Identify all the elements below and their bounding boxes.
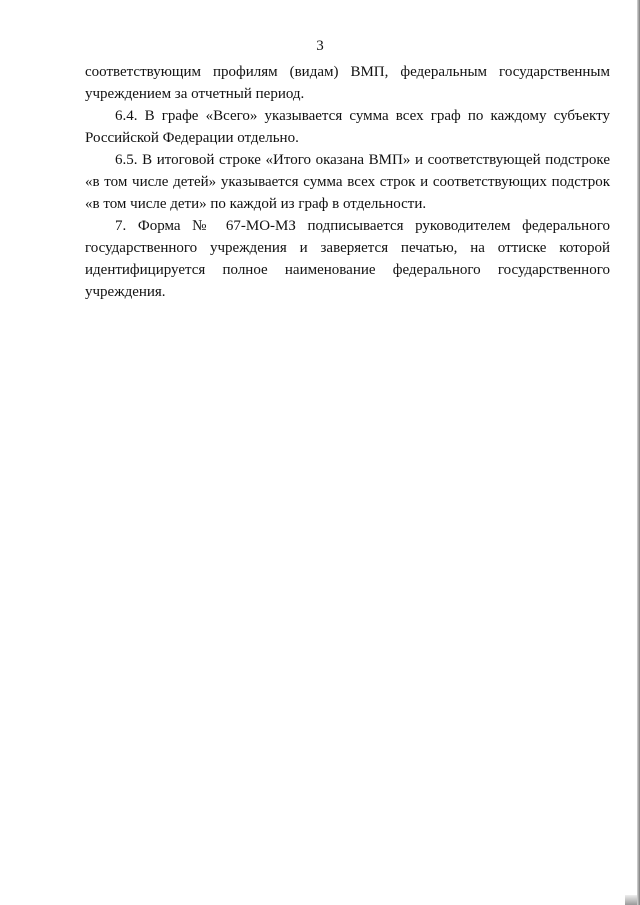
paragraph-continuation: соответствующим профилям (видам) ВМП, федеральным государственным учреждением за отчетный период.: [85, 64, 610, 102]
scan-corner-shadow: [625, 895, 637, 905]
page-number: 3: [316, 38, 324, 54]
paragraph-7: 7. Форма № 67-МО-МЗ подписывается руководителем федерального государственного учреждения и заверяется печатью, на оттиске которой идентифицируется полное наименование федерального государственного учреждения.: [85, 218, 610, 300]
paragraph-6-5: 6.5. В итоговой строке «Итого оказана ВМП» и соответствующей подстроке «в том числе детей» указывается сумма всех строк и соответствующих подстрок «в том числе дети» по каждой из граф в отдельности.: [85, 152, 610, 212]
document-body: [85, 61, 610, 303]
paragraph-6-4: 6.4. В графе «Всего» указывается сумма всех граф по каждому субъекту Российской Федерации отдельно.: [85, 108, 610, 146]
